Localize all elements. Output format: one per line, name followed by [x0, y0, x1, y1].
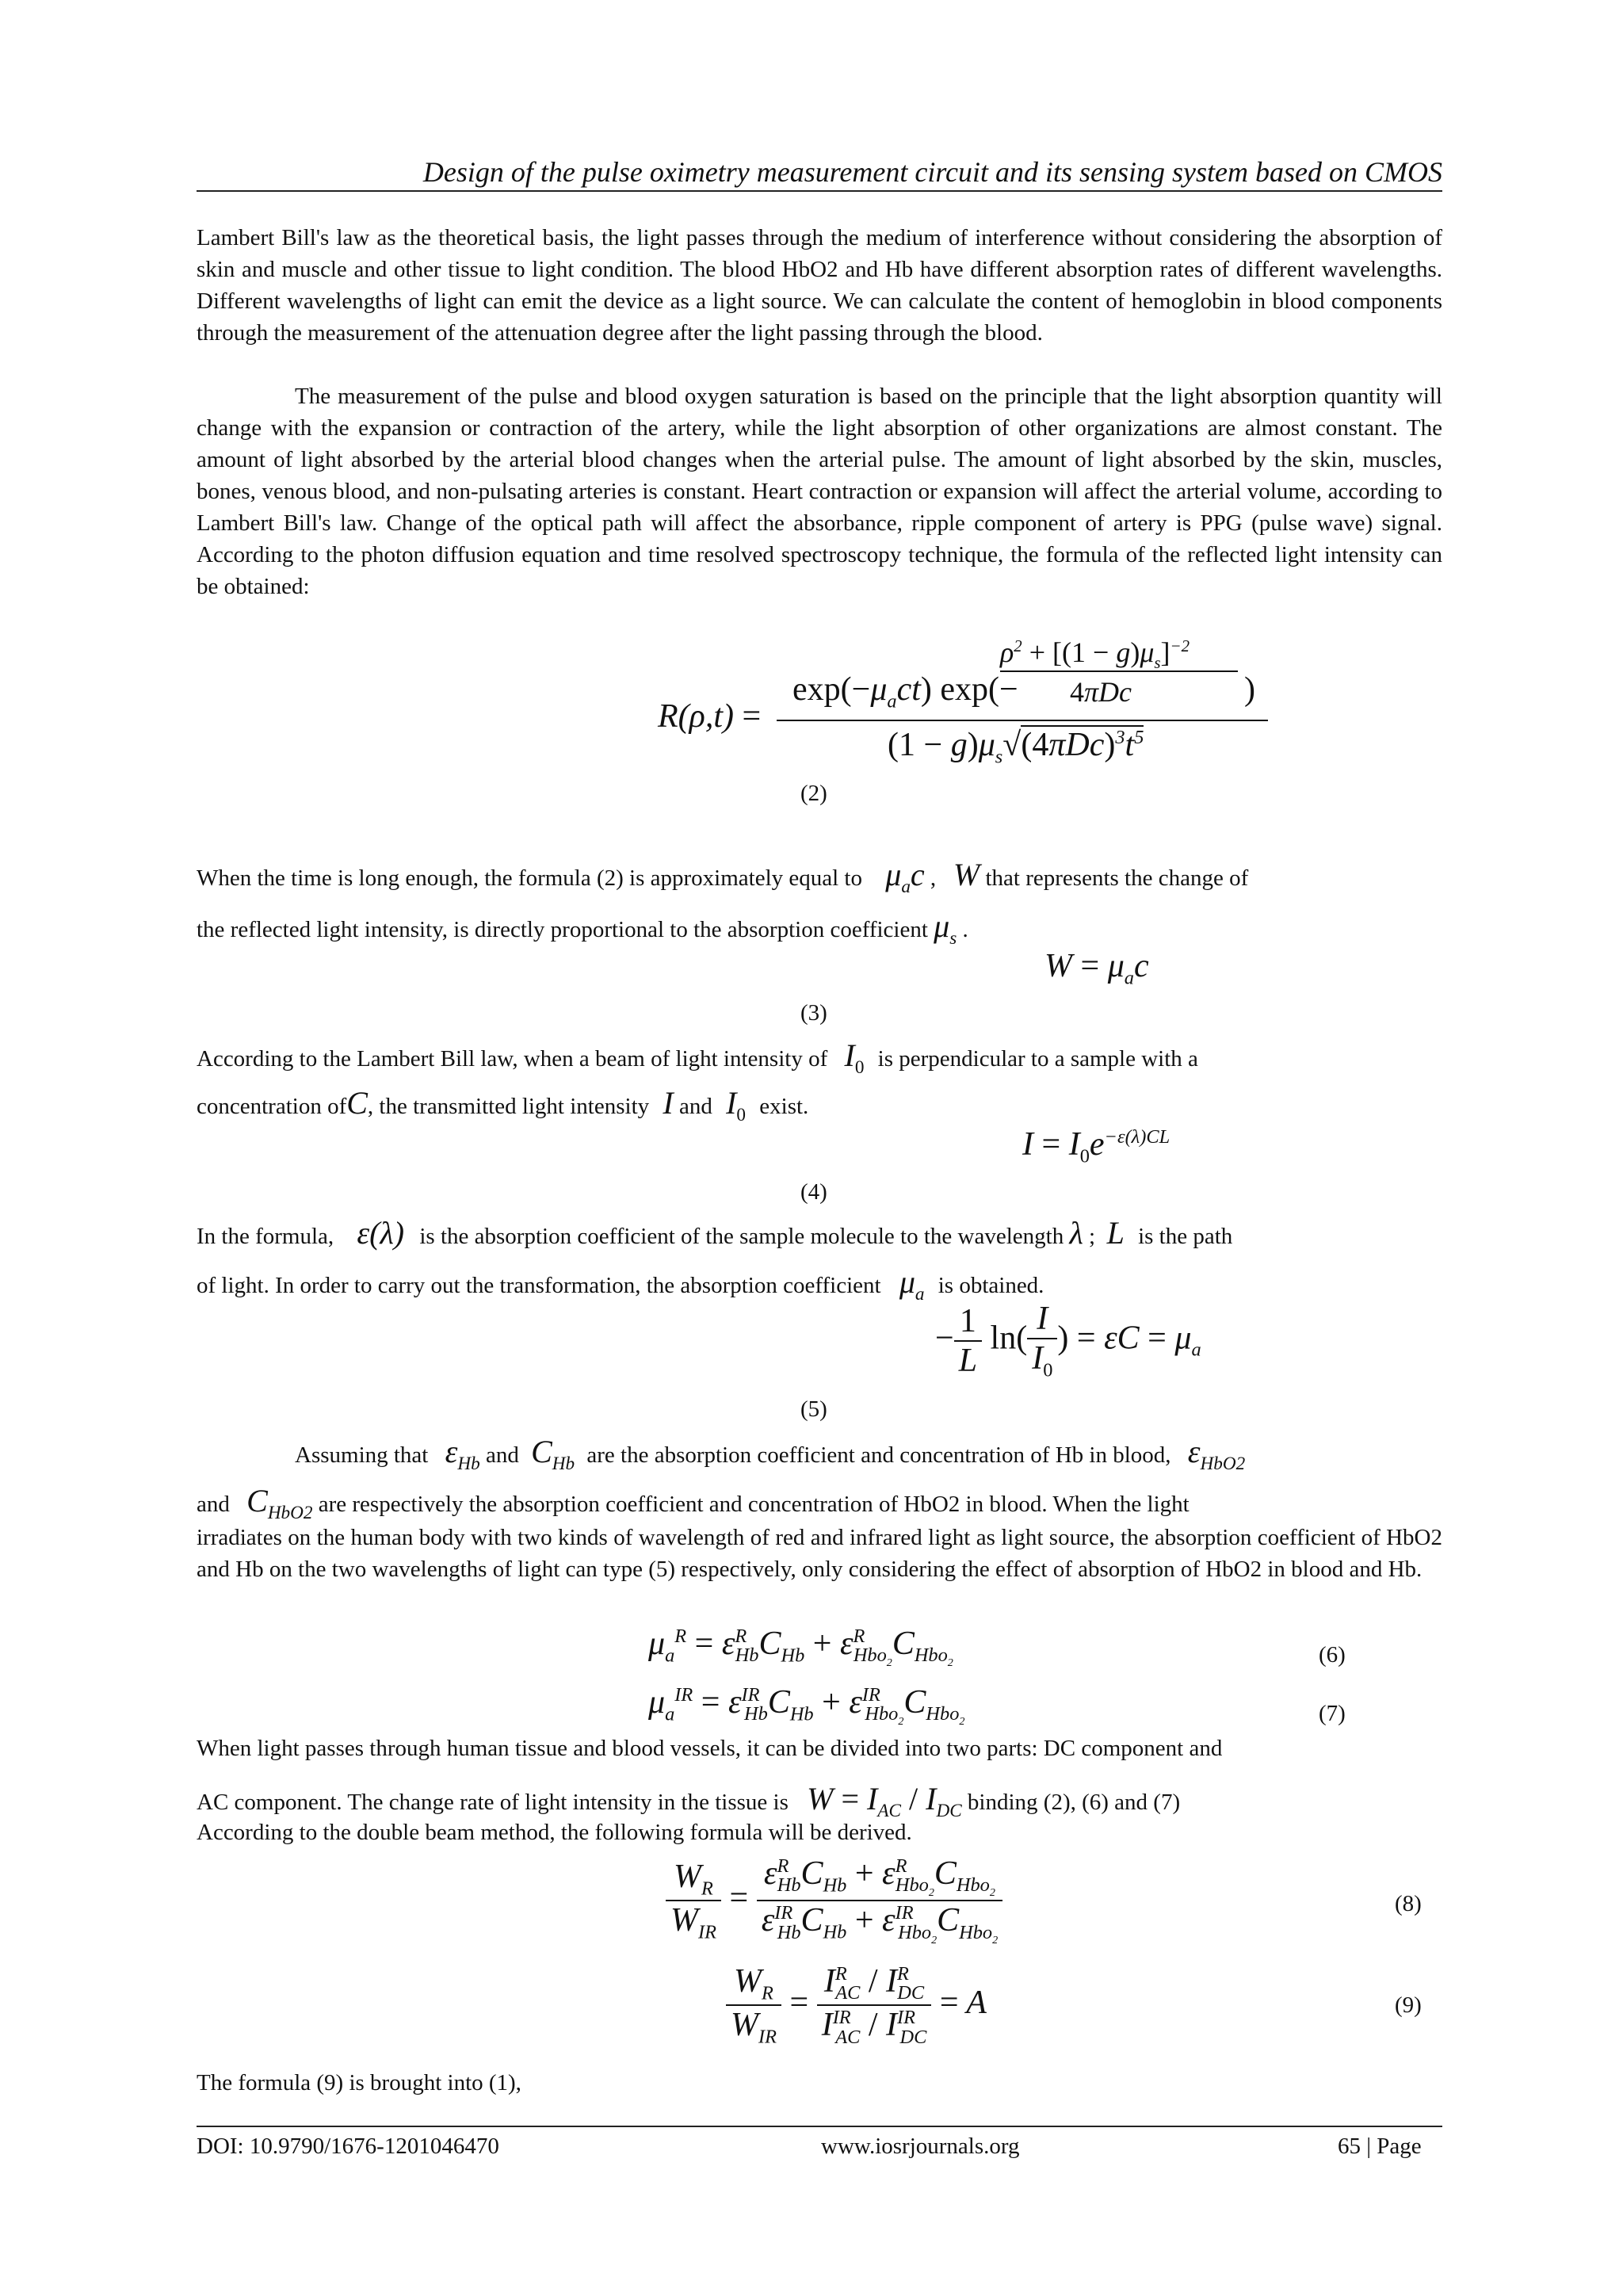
p4-text-f: exist. — [759, 1094, 809, 1119]
paragraph-4-line-2: concentration ofC, the transmitted light intensity I and $I_0$ exist. — [197, 1085, 809, 1125]
p4-text-e: and — [678, 1094, 712, 1119]
equation-number-4: (4) — [800, 1179, 827, 1205]
paragraph-7-line-2: AC component. The change rate of light intensity in the tissue is $W = I_{AC} / I_{DC}$ binding (2), (6) and (7) — [197, 1781, 1181, 1821]
header-rule — [197, 190, 1442, 192]
equation-number-5: (5) — [800, 1396, 827, 1422]
paragraph-6-continued: irradiates on the human body with two kinds of wavelength of red and infrared light as light source, the absorption coefficient of HbO2 and Hb on the two wavelengths of light can type (5) respectively, only considering the effect of absorption of HbO2 in blood and Hb. — [197, 1525, 1442, 1582]
p3-text-c: the reflected light intensity, is directly proportional to the absorption coefficient — [197, 917, 928, 942]
p7-text-b: AC component. The change rate of light intensity in the tissue is — [197, 1790, 789, 1815]
p4-text-b: is perpendicular to a sample with a — [877, 1046, 1198, 1072]
p6-text-d: and — [197, 1492, 230, 1517]
equation-8: $\frac{W_R}{W_{IR}}$ = $\frac{\varepsilon^R_{Hb}C_{Hb} + \varepsilon^R_{Hbo_2}C_{Hbo_2}}{\varepsilon^{IR}_{Hb}C_{Hb} + \varepsilon^{IR}_{Hbo_2}C_{Hbo_2}}$ — [666, 1855, 1002, 1947]
p4-text-d: , the transmitted light intensity — [367, 1094, 650, 1119]
p4-text-a: According to the Lambert Bill law, when a beam of light intensity of — [197, 1046, 828, 1072]
p5-text-a: In the formula, — [197, 1224, 334, 1249]
paragraph-6-line-1: Assuming that $\varepsilon_{Hb}$ and $C_{Hb}$ are the absorption coefficient and concentration of Hb in blood, $\varepsilon_{HbO2}$ — [295, 1434, 1246, 1474]
paragraph-5-line-2: of light. In order to carry out the transformation, the absorption coefficient $\mu_a$ is obtained. — [197, 1264, 1044, 1305]
p7-text-c: binding (2), (6) and (7) — [967, 1790, 1181, 1815]
paragraph-1: Lambert Bill's law as the theoretical basis, the light passes through the medium of interference without considering the absorption of skin and muscle and other tissue to light condition. The blood HbO2 and Hb have different absorption rates of different wavelengths. Different wavelengths of light can emit the device as a light source. We can calculate the content of hemoglobin in blood components through the measurement of the attenuation degree after the light passing through the blood. — [197, 225, 1442, 346]
paragraph-7-line-3 — [197, 1820, 1442, 1846]
p6-text-b: and — [485, 1442, 519, 1468]
equation-6: $\mu_a^R = \varepsilon^R_{Hb}C_{Hb} + \varepsilon^R_{Hbo_2}C_{Hbo_2}$ — [648, 1626, 953, 1670]
paragraph-4-line-1: According to the Lambert Bill law, when a beam of light intensity of $I_0$ is perpendicular to a sample with a — [197, 1037, 1198, 1078]
footer-rule — [197, 2126, 1442, 2127]
p3-text-a: When the time is long enough, the formula (2) is approximately equal to — [197, 865, 862, 891]
p5-text-e: is obtained. — [938, 1273, 1044, 1298]
equation-number-2: (2) — [800, 781, 827, 806]
paragraph-2: The measurement of the pulse and blood oxygen saturation is based on the principle that the light absorption quantity will change with the expansion or contraction of the artery, while the light absorption of other organizations are almost constant. The amount of light absorbed by the arterial blood changes when the arterial pulse. The amount of light absorbed by the skin, muscles, bones, venous blood, and non-pulsating arteries is constant. Heart contraction or expansion will affect the arterial volume, according to Lambert Bill's law. Change of the optical path will affect the absorbance, ripple component of artery is PPG (pulse wave) signal. According to the photon diffusion equation and time resolved spectroscopy technique, the formula of the reflected light intensity can be obtained: — [197, 384, 1442, 599]
paragraph-3-line-1: When the time is long enough, the formula (2) is approximately equal to $\mu_ac$ , W that represents the change of — [197, 857, 1249, 897]
paragraph-3-line-2: the reflected light intensity, is directly proportional to the absorption coefficient $\mu_s$ . — [197, 908, 968, 949]
p5-text-c: is the path — [1138, 1224, 1233, 1249]
equation-9: $\frac{W_R}{W_{IR}}$ = $\frac{I^R_{AC} / I^R_{DC}}{I^{IR}_{AC} / I^{IR}_{DC}}$ = A — [726, 1962, 987, 2049]
paragraph-8: The formula (9) is brought into (1), — [197, 2070, 521, 2095]
footer-page-number: 65 | Page — [1338, 2134, 1422, 2159]
equation-7: $\mu_a^{IR} = \varepsilon^{IR}_{Hb}C_{Hb} + \varepsilon^{IR}_{Hbo_2}C_{Hbo_2}$ — [648, 1684, 965, 1729]
p6-text-e: are respectively the absorption coefficient and concentration of HbO2 in blood. When the light — [318, 1492, 1190, 1517]
paragraph-7-line-1 — [197, 1736, 1442, 1762]
equation-number-3: (3) — [800, 1000, 827, 1026]
equation-number-9: (9) — [1395, 1992, 1422, 2018]
paragraph-6-line-2: and $C_{HbO2}$ are respectively the absorption coefficient and concentration of HbO2 in blood. When the light — [197, 1483, 1190, 1523]
running-header: Design of the pulse oximetry measurement circuit and its sensing system based on CMOS — [422, 156, 1442, 188]
equation-4: $I = I_0e^{-\varepsilon(\lambda)CL}$ — [1022, 1126, 1170, 1167]
p5-text-b: is the absorption coefficient of the sample molecule to the wavelength — [419, 1224, 1064, 1249]
equation-5: − $\frac{1}{L}$ ln( $\frac{I}{I_0}$ ) = $\varepsilon C = \mu_a$ — [935, 1301, 1201, 1381]
p4-text-c: concentration of — [197, 1094, 347, 1119]
p5-text-d: of light. In order to carry out the transformation, the absorption coefficient — [197, 1273, 881, 1298]
footer-doi: DOI: 10.9790/1676-1201046470 — [197, 2134, 499, 2159]
p7-text-a: When light passes through human tissue and blood vessels, it can be divided into two parts: DC component and — [197, 1736, 1223, 1761]
equation-number-8: (8) — [1395, 1891, 1422, 1916]
p3-text-b: that represents the change of — [985, 865, 1249, 891]
p7-text-d: According to the double beam method, the following formula will be derived. — [197, 1820, 912, 1845]
p6-text-c: are the absorption coefficient and concentration of Hb in blood, — [586, 1442, 1171, 1468]
equation-number-6: (6) — [1319, 1642, 1346, 1668]
equation-number-7: (7) — [1319, 1701, 1346, 1726]
equation-3: $W = \mu_ac$ — [1044, 948, 1149, 989]
paragraph-5-line-1: In the formula, ε(λ) is the absorption coefficient of the sample molecule to the wavelength λ ; L is the path — [197, 1215, 1233, 1251]
footer-website: www.iosrjournals.org — [821, 2134, 1020, 2159]
p6-text-a: Assuming that — [295, 1442, 429, 1468]
